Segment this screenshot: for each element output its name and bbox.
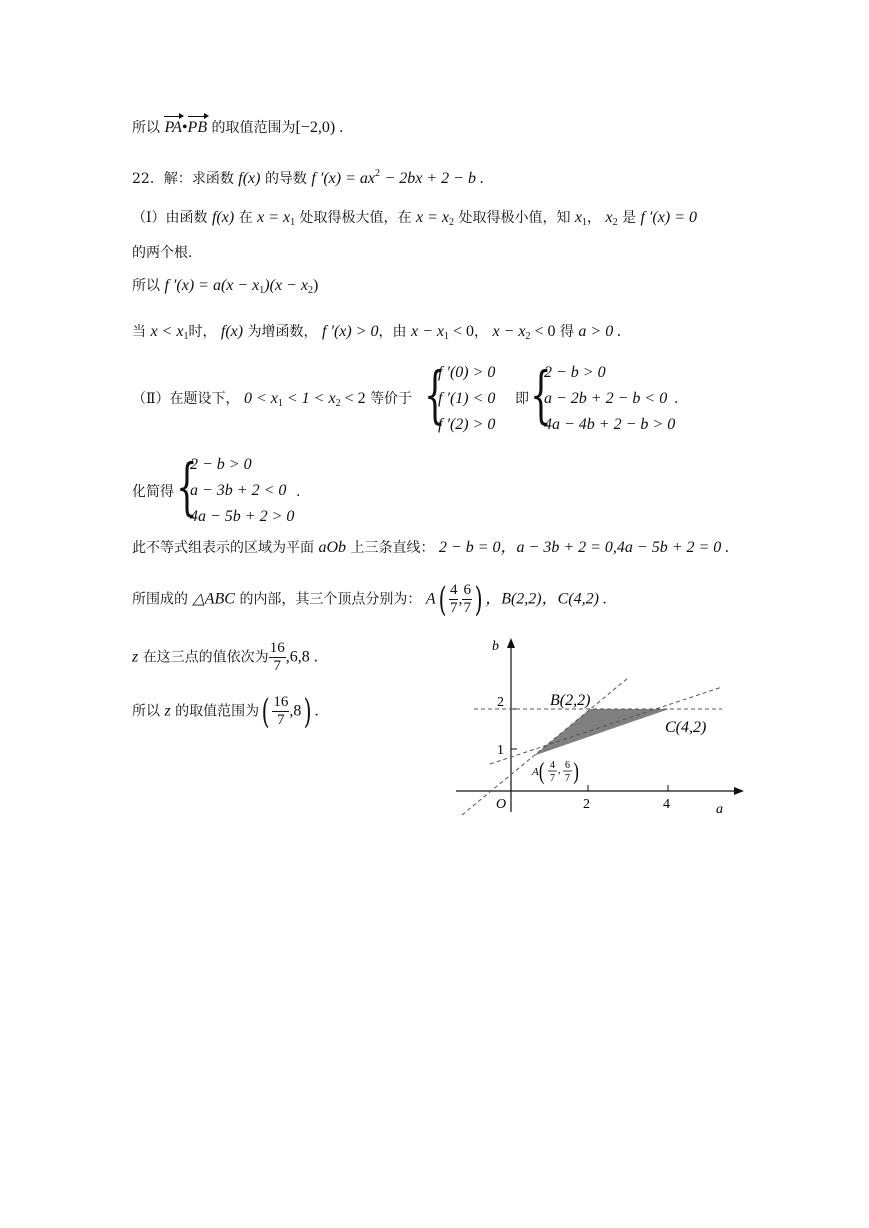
a-positive: a > 0 .	[578, 323, 622, 340]
text: .	[296, 484, 301, 500]
feasible-region	[534, 709, 669, 756]
text: 处取得极小值，知	[458, 210, 571, 226]
tick-label-a2: 2	[583, 797, 590, 812]
system-simplified	[176, 450, 316, 528]
text: ，	[587, 210, 602, 226]
text-dot	[296, 482, 300, 502]
x-lt-x1: x < x	[150, 323, 184, 340]
text: 所以	[132, 120, 160, 136]
paren-left: (	[538, 759, 545, 785]
line-range-pa-pb	[132, 118, 343, 138]
text: .	[674, 391, 679, 407]
vertex-label-c: C(4,2)	[665, 719, 707, 736]
a-frac-comma: ,	[558, 765, 561, 776]
text: 得	[559, 324, 574, 340]
region-diagram	[450, 632, 750, 822]
func-f: f(x)	[238, 170, 261, 187]
vector-pb: PB	[187, 119, 208, 136]
text: 在	[238, 210, 253, 226]
fraction: $\frac{6}{7}$	[463, 582, 471, 616]
z-values: ,6,8 .	[285, 648, 318, 666]
text-ji	[515, 389, 529, 409]
a-frac-d2: 7	[565, 773, 570, 784]
tick-label-b1: 1	[497, 743, 504, 758]
ineq: 0 < x	[243, 390, 278, 407]
points-b-c: ，B(2,2)，C(4,2) .	[485, 590, 607, 608]
line-two-roots	[132, 243, 192, 263]
text: 的内部，其三个顶点分别为：	[239, 591, 422, 608]
text: 的取值范围为	[175, 703, 260, 720]
dot-operator: •	[181, 119, 188, 136]
factored-expr: f ′(x) = a(x − x	[164, 277, 260, 294]
func-f: f(x)	[220, 323, 244, 340]
text: 即	[515, 391, 529, 407]
fraction: $\frac{16}{7}$	[269, 640, 285, 674]
text-dot	[674, 389, 678, 409]
plane-aob: aOb	[318, 539, 347, 556]
origin-label: O	[496, 797, 507, 812]
system-row: a − 2b + 2 − b < 0	[544, 390, 668, 407]
derivative-eq-zero: f ′(x) = 0	[640, 209, 697, 226]
text: 的两个根.	[132, 245, 193, 261]
line-vertices: 所围成的 △ABC 的内部，其三个顶点分别为： A( $\frac{4}{7}$ , $\frac{6}{7}$ ) ，B(2,2)，C(4,2) .	[132, 579, 607, 620]
line-22-derivative	[132, 164, 484, 189]
range-value: [−2,0) .	[295, 119, 344, 136]
three-lines: 2 − b = 0，a − 3b + 2 = 0,4a − 5b + 2 = 0 .	[438, 539, 730, 556]
derivative-positive: f ′(x) > 0	[322, 323, 379, 340]
line-z-values	[132, 640, 318, 675]
a-frac-n1: 4	[550, 760, 555, 771]
a-frac-d1: 7	[550, 773, 555, 784]
x-minus-x1: x − x	[410, 323, 444, 340]
text: ，由	[378, 324, 407, 340]
text: 时，	[188, 324, 217, 340]
brace: {	[424, 358, 446, 431]
x-eq-x2: x = x	[416, 209, 449, 226]
text: 所以	[132, 278, 160, 294]
derivative-expr: f ′(x) = ax	[311, 170, 375, 187]
line-factored: 所以 f $'(x) = a(x - x_1)(x - x_2)$	[132, 277, 319, 296]
text: 22．解：求函数	[132, 171, 234, 187]
x-eq-x1: x = x	[257, 209, 291, 226]
system-row: f ′(1) < 0	[438, 390, 496, 407]
text: 此不等式组表示的区域为平面	[132, 540, 314, 556]
axis-label-b: b	[492, 639, 499, 654]
text: 的导数	[264, 171, 307, 187]
x1: x	[574, 209, 583, 226]
vertex-label-b: B(2,2)	[550, 692, 591, 709]
b-axis-arrow	[507, 638, 515, 648]
text: 所以	[132, 703, 160, 720]
text: .	[314, 702, 319, 720]
text: 的取值范围为	[211, 120, 296, 136]
factored-mid: )(x − x	[264, 277, 308, 294]
line-increasing: 当 $x < x_1$时， f(x) 为增函数， f ′(x) > 0，由 $x - x_1 < 0$， $x - x_2 < 0$ 得 a > 0 .	[132, 323, 622, 342]
lt-zero: < 0	[448, 323, 474, 340]
line-region	[132, 538, 729, 558]
range-upper: ,8	[289, 702, 302, 720]
text: 所围成的	[132, 591, 188, 608]
func-f: f(x)	[211, 209, 235, 226]
text: （Ⅰ）由函数	[132, 210, 208, 226]
system-row: a − 3b + 2 < 0	[190, 482, 287, 499]
a-axis-arrow	[734, 787, 744, 795]
axis-label-a: a	[716, 802, 723, 817]
system-row: 2 − b > 0	[190, 456, 252, 473]
brace: {	[176, 450, 198, 523]
lt-zero: < 0	[530, 323, 556, 340]
a-frac-n2: 6	[565, 760, 570, 771]
text: 当	[132, 324, 146, 340]
system-row: f ′(2) > 0	[438, 416, 496, 433]
system-row: f ′(0) > 0	[438, 364, 496, 381]
point-a: A	[425, 590, 436, 608]
system-row: 4a − 5b + 2 > 0	[190, 508, 295, 525]
derivative-rest: − 2bx + 2 − b .	[384, 170, 484, 187]
system-expanded	[530, 358, 680, 436]
tick-label-a4: 4	[663, 797, 670, 812]
line-simplify	[132, 482, 174, 502]
var-z: z	[164, 702, 171, 720]
line-part1: （Ⅰ）由函数 f(x) 在 $x = x_1$ 处取得极大值，在 $x = x_2$ 处取得极小值，知 $x_1$， $x_2$ 是 f ′(x) = 0	[132, 209, 697, 228]
var-z: z	[132, 648, 139, 666]
exponent: 2	[375, 168, 380, 179]
text: ，	[474, 324, 488, 340]
paren: )	[312, 277, 319, 294]
triangle-abc: △ABC	[192, 590, 235, 608]
text: 等价于	[370, 391, 413, 407]
text: 上三条直线：	[350, 540, 435, 556]
text: 处取得极大值，在	[299, 210, 412, 226]
x2: x	[605, 209, 613, 226]
x-minus-x2: x − x	[492, 323, 526, 340]
ineq: < 1 < x	[282, 390, 336, 407]
paren-right: )	[573, 759, 579, 785]
vertex-label-a: A	[532, 766, 539, 778]
fraction: $\frac{4}{7}$	[449, 582, 458, 616]
text: 在这三点的值依次为	[142, 649, 269, 666]
text: （Ⅱ）在题设下，	[132, 391, 240, 407]
vector-pa: PA	[164, 119, 182, 136]
line-4a-5b-2	[462, 678, 628, 815]
line-part2: （Ⅱ）在题设下， $0 < x_1 < 1 < x_2 < 2$ 等价于	[132, 390, 413, 409]
system-row: 2 − b > 0	[544, 364, 606, 381]
text: 是	[622, 210, 637, 226]
brace: {	[530, 358, 552, 431]
tick-label-b2: 2	[497, 695, 504, 710]
text: 化简得	[132, 484, 174, 500]
text: 为增函数，	[247, 324, 318, 340]
fraction: $\frac{16}{7}$	[273, 694, 289, 728]
ineq: < 2	[340, 390, 366, 407]
line-z-range: 所以 z 的取值范围为( $\frac{16}{7}$ ,8) .	[132, 691, 319, 732]
system-row: 4a − 4b + 2 − b > 0	[544, 416, 676, 433]
